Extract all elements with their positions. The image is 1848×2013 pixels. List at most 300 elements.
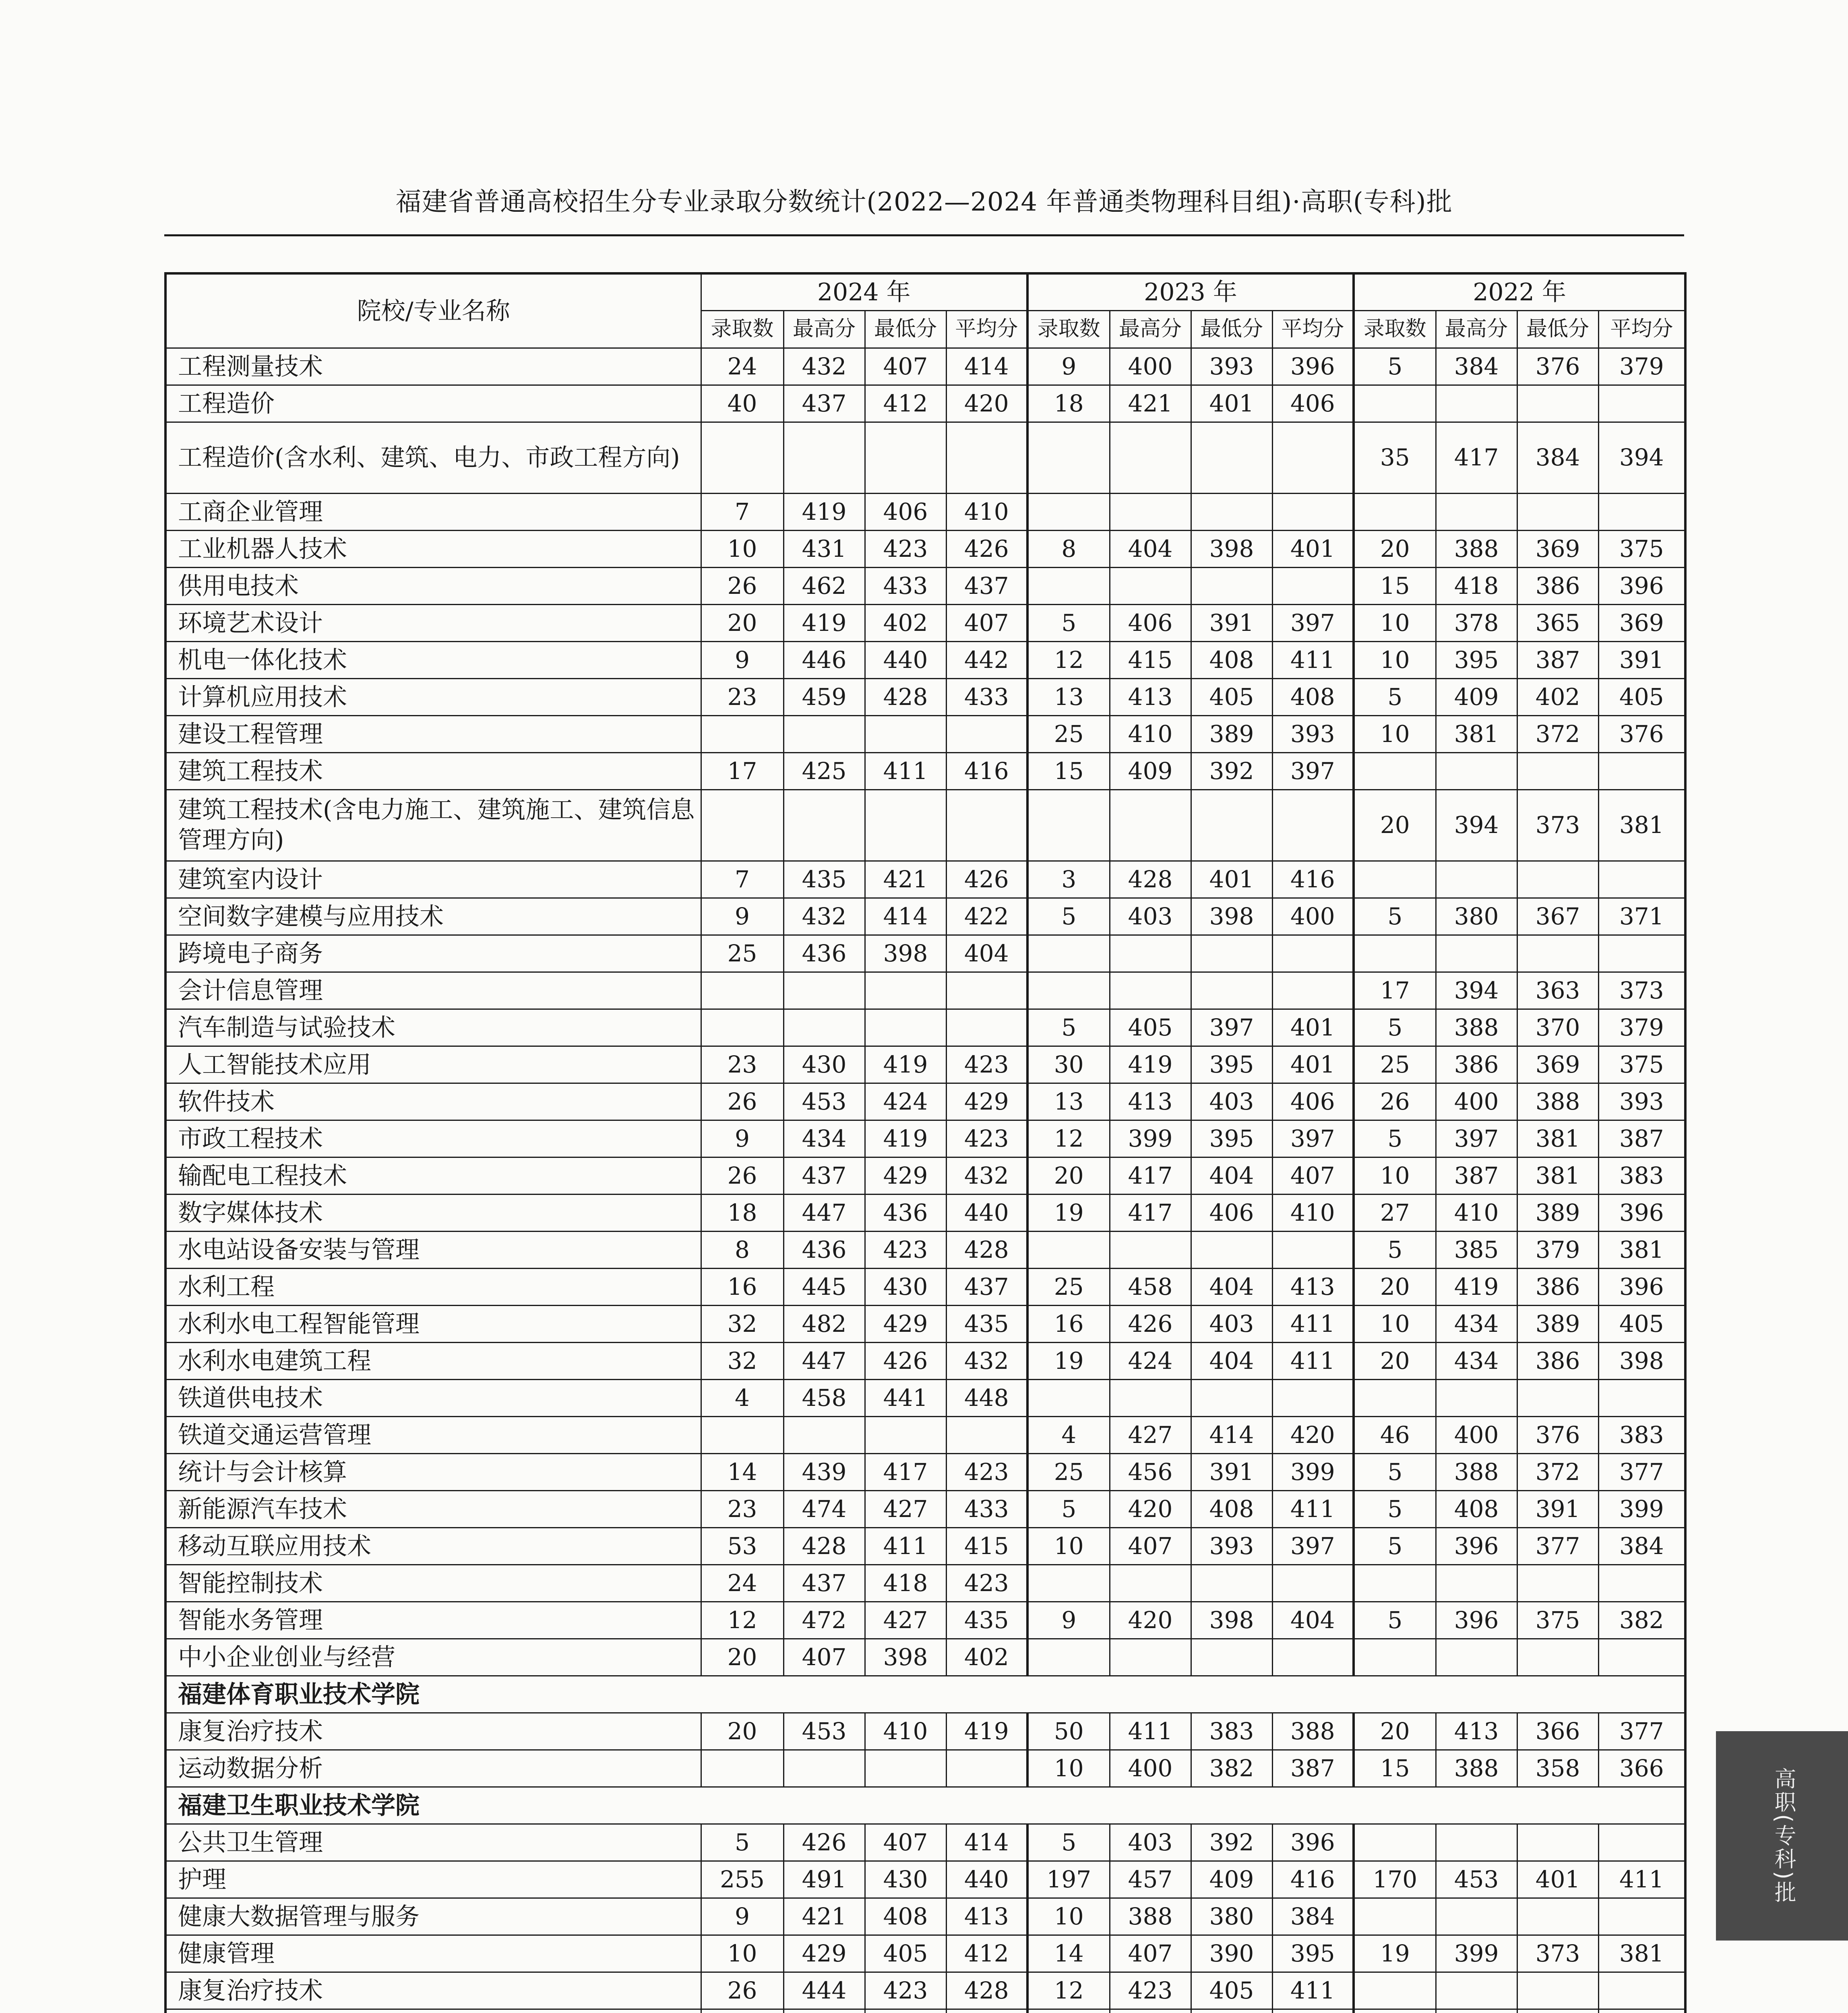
table-row [165,568,1685,605]
major-name: 工程造价 [165,385,701,422]
institution-name: 福建体育职业技术学院 [165,1676,1685,1713]
score-cell: 390 [1191,1935,1272,1972]
score-cell: 411 [1598,1861,1685,1898]
score-cell: 426 [946,531,1027,568]
score-cell [1027,1565,1110,1602]
score-cell: 25 [1027,1454,1110,1491]
score-cell: 417 [1436,422,1517,494]
score-cell [1272,1565,1354,1602]
score-cell: 401 [1517,1861,1598,1898]
score-cell [783,1009,865,1046]
score-cell: 23 [701,1046,783,1083]
score-cell: 407 [1272,1157,1354,1195]
table-row [165,385,1685,422]
score-cell: 411 [1272,1306,1354,1343]
score-cell: 428 [946,1972,1027,2009]
score-cell: 389 [1517,1195,1598,1232]
score-cell: 447 [783,1195,865,1232]
score-cell: 25 [1027,716,1110,753]
score-cell [865,1417,946,1454]
score-cell: 8 [701,1232,783,1269]
score-cell: 413 [1436,1713,1517,1750]
score-cell [1191,1232,1272,1269]
table-row [165,1046,1685,1083]
score-cell: 381 [1436,716,1517,753]
score-cell: 375 [1517,1602,1598,1639]
score-cell: 384 [1598,1528,1685,1565]
score-cell: 401 [1191,385,1272,422]
score-cell: 391 [1191,1454,1272,1491]
score-cell: 387 [1436,1157,1517,1195]
admission-scores-table [164,272,1687,2013]
score-cell [1272,935,1354,972]
score-cell: 423 [946,1120,1027,1157]
score-cell: 381 [1517,1157,1598,1195]
score-cell: 462 [783,568,865,605]
score-cell [1598,935,1685,972]
score-cell: 421 [865,861,946,898]
score-cell: 35 [1354,422,1436,494]
score-cell: 433 [865,568,946,605]
table-row [165,1935,1685,1972]
score-cell: 23 [701,1491,783,1528]
score-cell: 8 [1027,531,1110,568]
score-cell: 398 [865,935,946,972]
major-name: 铁道交通运营管理 [165,1417,701,1454]
major-name: 输配电工程技术 [165,1157,701,1195]
score-cell [1354,1565,1436,1602]
score-cell [1027,790,1110,861]
score-cell: 433 [946,1491,1027,1528]
score-cell: 414 [1191,1417,1272,1454]
score-cell: 399 [1272,1454,1354,1491]
score-cell: 397 [1436,1120,1517,1157]
score-cell: 395 [1436,642,1517,679]
score-cell: 369 [1517,1046,1598,1083]
score-cell: 32 [701,1343,783,1380]
score-cell: 412 [865,385,946,422]
table-row [165,753,1685,790]
major-name: 跨境电子商务 [165,935,701,972]
score-cell [1436,753,1517,790]
score-cell: 410 [1110,716,1191,753]
score-cell: 394 [1598,422,1685,494]
score-cell: 411 [1110,1713,1191,1750]
score-cell [783,1417,865,1454]
score-cell [1598,385,1685,422]
score-cell [1354,494,1436,531]
score-cell: 10 [1027,1750,1110,1787]
table-row [165,861,1685,898]
score-cell: 423 [1110,1972,1191,2009]
score-cell [946,716,1027,753]
score-cell: 10 [1354,716,1436,753]
score-cell: 9 [1027,1602,1110,1639]
score-cell [1354,935,1436,972]
major-name: 中小企业创业与经营 [165,1639,701,1676]
score-cell: 375 [1598,531,1685,568]
score-cell: 400 [1110,348,1191,385]
score-cell: 5 [1027,1009,1110,1046]
major-name: 会计信息管理 [165,972,701,1009]
institution-row [165,1676,1685,1713]
score-cell: 400 [1436,1083,1517,1120]
side-tab-label: 高职(专科)批 [1771,1767,1796,1905]
score-cell: 430 [865,1861,946,1898]
score-cell: 373 [1517,790,1598,861]
score-cell: 358 [1517,1750,1598,1787]
section-side-tab [1716,1731,1848,1941]
score-cell: 398 [1191,531,1272,568]
score-cell [865,972,946,1009]
score-cell: 440 [946,1861,1027,1898]
score-cell: 407 [865,348,946,385]
score-cell [1272,1639,1354,1676]
score-cell: 406 [865,494,946,531]
score-cell: 24 [701,348,783,385]
score-cell: 10 [701,531,783,568]
table-row [165,494,1685,531]
table-row [165,1157,1685,1195]
score-cell [1272,1232,1354,1269]
table-row [165,348,1685,385]
score-cell: 378 [1436,605,1517,642]
score-cell: 388 [1272,1713,1354,1750]
score-cell: 384 [1436,348,1517,385]
score-cell: 406 [1272,385,1354,422]
score-cell: 491 [783,1861,865,1898]
score-cell: 3 [1027,861,1110,898]
score-cell [701,790,783,861]
table-row [165,1861,1685,1898]
score-cell: 12 [1027,1972,1110,2009]
score-cell [1110,422,1191,494]
major-name: 护理 [165,1861,701,1898]
score-cell: 482 [783,1306,865,1343]
score-cell [1191,790,1272,861]
score-cell: 432 [783,898,865,935]
table-row [165,1269,1685,1306]
major-name: 康复治疗技术 [165,1713,701,1750]
score-cell: 5 [1354,1528,1436,1565]
score-cell: 255 [701,1861,783,1898]
score-cell: 413 [946,1898,1027,1935]
score-cell: 419 [783,605,865,642]
table-row [165,1009,1685,1046]
major-name: 工程造价(含水利、建筑、电力、市政工程方向) [165,422,701,494]
score-cell [1436,861,1517,898]
score-cell: 418 [1436,568,1517,605]
score-cell: 12 [1027,1120,1110,1157]
score-cell: 437 [783,1565,865,1602]
score-cell: 456 [1110,1454,1191,1491]
score-cell [783,972,865,1009]
score-cell: 25 [701,935,783,972]
score-cell [1110,568,1191,605]
score-cell: 401 [1272,531,1354,568]
score-cell: 5 [1354,1009,1436,1046]
score-cell: 412 [946,1935,1027,1972]
score-cell [1517,1639,1598,1676]
year-header-2023: 2023 年 [1027,273,1354,311]
score-cell: 447 [783,1343,865,1380]
score-cell: 391 [1517,1491,1598,1528]
score-cell: 20 [701,1713,783,1750]
score-cell: 404 [1272,1602,1354,1639]
score-cell: 420 [1110,1491,1191,1528]
score-cell: 20 [1354,790,1436,861]
score-cell: 396 [1436,1602,1517,1639]
score-cell [1354,1898,1436,1935]
score-cell: 418 [865,1565,946,1602]
score-cell: 5 [1027,605,1110,642]
score-cell: 437 [783,1157,865,1195]
major-name: 软件技术 [165,1083,701,1120]
score-cell: 20 [1027,1157,1110,1195]
score-cell: 373 [1598,972,1685,1009]
score-cell: 405 [1598,679,1685,716]
score-cell: 427 [865,1602,946,1639]
score-cell: 437 [946,1269,1027,1306]
score-cell: 397 [1191,1009,1272,1046]
score-cell: 428 [783,1528,865,1565]
score-cell: 396 [1598,568,1685,605]
score-cell: 20 [1354,1343,1436,1380]
score-cell [1598,1898,1685,1935]
score-cell: 402 [946,1639,1027,1676]
column-header: 最高分 [783,311,865,348]
score-cell: 388 [1436,1009,1517,1046]
score-cell: 434 [783,1120,865,1157]
score-cell: 386 [1436,1046,1517,1083]
score-cell: 405 [1110,1009,1191,1046]
major-name: 数字媒体技术 [165,1195,701,1232]
score-cell: 440 [865,642,946,679]
table-row [165,1639,1685,1676]
score-cell: 16 [701,1269,783,1306]
score-cell: 404 [946,935,1027,972]
score-cell: 395 [1272,1935,1354,1972]
score-cell: 14 [701,1454,783,1491]
score-cell [1110,1565,1191,1602]
column-header: 平均分 [1272,311,1354,348]
score-cell: 5 [1027,1491,1110,1528]
score-cell [1027,494,1110,531]
score-cell: 423 [865,1232,946,1269]
score-cell: 435 [946,1602,1027,1639]
score-cell [1354,1824,1436,1861]
score-cell [1517,1565,1598,1602]
score-cell: 26 [701,1157,783,1195]
score-cell: 401 [1191,861,1272,898]
score-cell [701,1009,783,1046]
score-cell [1354,861,1436,898]
score-cell: 15 [1354,1750,1436,1787]
score-cell: 421 [1110,385,1191,422]
score-cell: 377 [1517,1528,1598,1565]
score-cell [946,1417,1027,1454]
score-cell: 408 [1436,1491,1517,1528]
score-cell: 408 [865,1898,946,1935]
score-cell [1598,1565,1685,1602]
score-cell [701,1417,783,1454]
score-cell: 423 [865,1972,946,2009]
score-cell: 19 [1354,1935,1436,1972]
score-cell: 411 [865,1528,946,1565]
score-cell [1110,1380,1191,1417]
score-cell [1436,1972,1517,2009]
score-cell [1598,1639,1685,1676]
score-cell: 423 [946,1046,1027,1083]
score-cell [1436,1898,1517,1935]
score-cell: 405 [1191,679,1272,716]
score-cell: 396 [1272,348,1354,385]
major-name: 建筑室内设计 [165,861,701,898]
score-cell: 437 [783,385,865,422]
score-cell: 377 [1598,1454,1685,1491]
score-cell: 380 [1191,1898,1272,1935]
score-cell: 423 [946,1454,1027,1491]
score-cell: 5 [1354,898,1436,935]
major-name: 工商企业管理 [165,494,701,531]
score-cell [1517,753,1598,790]
score-cell: 436 [783,1232,865,1269]
score-cell [783,2009,865,2013]
major-name: 汽车制造与试验技术 [165,1009,701,1046]
score-cell: 419 [865,1046,946,1083]
score-cell [1191,1565,1272,1602]
score-cell [946,422,1027,494]
score-cell: 394 [1436,790,1517,861]
column-header: 最高分 [1436,311,1517,348]
major-name: 建筑工程技术(含电力施工、建筑施工、建筑信息管理方向) [165,790,701,861]
score-cell: 372 [1517,1454,1598,1491]
score-cell: 384 [1517,422,1598,494]
score-cell [1027,972,1110,1009]
table-row [165,1898,1685,1935]
score-cell: 388 [1436,1750,1517,1787]
score-cell [1191,2009,1272,2013]
score-cell [783,422,865,494]
score-cell: 414 [946,348,1027,385]
major-name: 机电一体化技术 [165,642,701,679]
score-cell: 408 [1272,679,1354,716]
score-cell: 397 [1272,1120,1354,1157]
major-name: 新能源汽车技术 [165,1491,701,1528]
score-cell: 20 [1354,1269,1436,1306]
score-cell: 416 [1272,1861,1354,1898]
score-cell: 410 [865,1713,946,1750]
score-cell: 7 [701,494,783,531]
score-cell [1598,494,1685,531]
score-cell [1191,568,1272,605]
score-cell [1110,2009,1191,2013]
score-cell: 423 [865,531,946,568]
score-cell: 381 [1517,1120,1598,1157]
score-cell: 369 [1598,605,1685,642]
score-cell: 381 [1598,790,1685,861]
score-cell: 408 [1191,642,1272,679]
score-cell: 436 [865,1195,946,1232]
score-cell: 446 [783,642,865,679]
table-row [165,1120,1685,1157]
score-cell: 459 [783,679,865,716]
score-cell [1354,1639,1436,1676]
score-cell: 435 [946,1306,1027,1343]
major-name: 水电站设备安装与管理 [165,1232,701,1269]
score-cell: 404 [1191,1157,1272,1195]
score-cell: 396 [1598,1269,1685,1306]
score-cell: 419 [946,1713,1027,1750]
score-cell: 376 [1517,1417,1598,1454]
column-header: 平均分 [946,311,1027,348]
score-cell: 14 [1027,1935,1110,1972]
score-cell: 388 [1517,1083,1598,1120]
score-cell: 10 [1354,605,1436,642]
score-cell: 379 [1517,1232,1598,1269]
major-name: 运动数据分析 [165,1750,701,1787]
score-cell: 420 [1272,1417,1354,1454]
score-cell: 429 [865,1306,946,1343]
score-cell: 432 [946,1157,1027,1195]
major-name: 健康管理 [165,1935,701,1972]
score-cell: 424 [1110,1343,1191,1380]
score-cell [1436,1639,1517,1676]
table-row [165,1380,1685,1417]
score-cell: 377 [1598,1713,1685,1750]
score-cell: 411 [1272,642,1354,679]
score-cell [946,2009,1027,2013]
score-cell: 402 [1517,679,1598,716]
score-cell [1110,972,1191,1009]
score-cell: 407 [1110,1528,1191,1565]
column-header: 最低分 [1191,311,1272,348]
score-cell: 26 [701,568,783,605]
score-cell: 170 [1354,1861,1436,1898]
score-cell: 440 [946,1195,1027,1232]
score-cell: 388 [1110,1898,1191,1935]
score-cell: 370 [1517,1009,1598,1046]
score-cell: 20 [1354,531,1436,568]
score-cell: 398 [1191,898,1272,935]
table-row [165,422,1685,494]
score-cell: 24 [701,1565,783,1602]
score-cell: 389 [1517,1306,1598,1343]
score-cell: 5 [1354,1232,1436,1269]
score-cell: 411 [1272,1343,1354,1380]
score-cell [1517,385,1598,422]
score-cell: 417 [1110,1157,1191,1195]
score-cell: 405 [865,1935,946,1972]
table-body [165,348,1685,2013]
score-cell: 5 [1354,1602,1436,1639]
score-cell: 10 [701,1935,783,1972]
score-cell: 414 [865,898,946,935]
score-cell: 18 [1027,385,1110,422]
score-cell: 409 [1436,679,1517,716]
score-cell: 419 [865,1120,946,1157]
score-cell: 407 [783,1639,865,1676]
score-cell: 419 [783,494,865,531]
score-cell [1027,1639,1110,1676]
score-cell: 385 [1436,1232,1517,1269]
score-cell: 431 [783,531,865,568]
score-cell: 430 [783,1046,865,1083]
score-cell: 410 [1436,1195,1517,1232]
table-row [165,531,1685,568]
table-row [165,605,1685,642]
score-cell: 426 [946,861,1027,898]
